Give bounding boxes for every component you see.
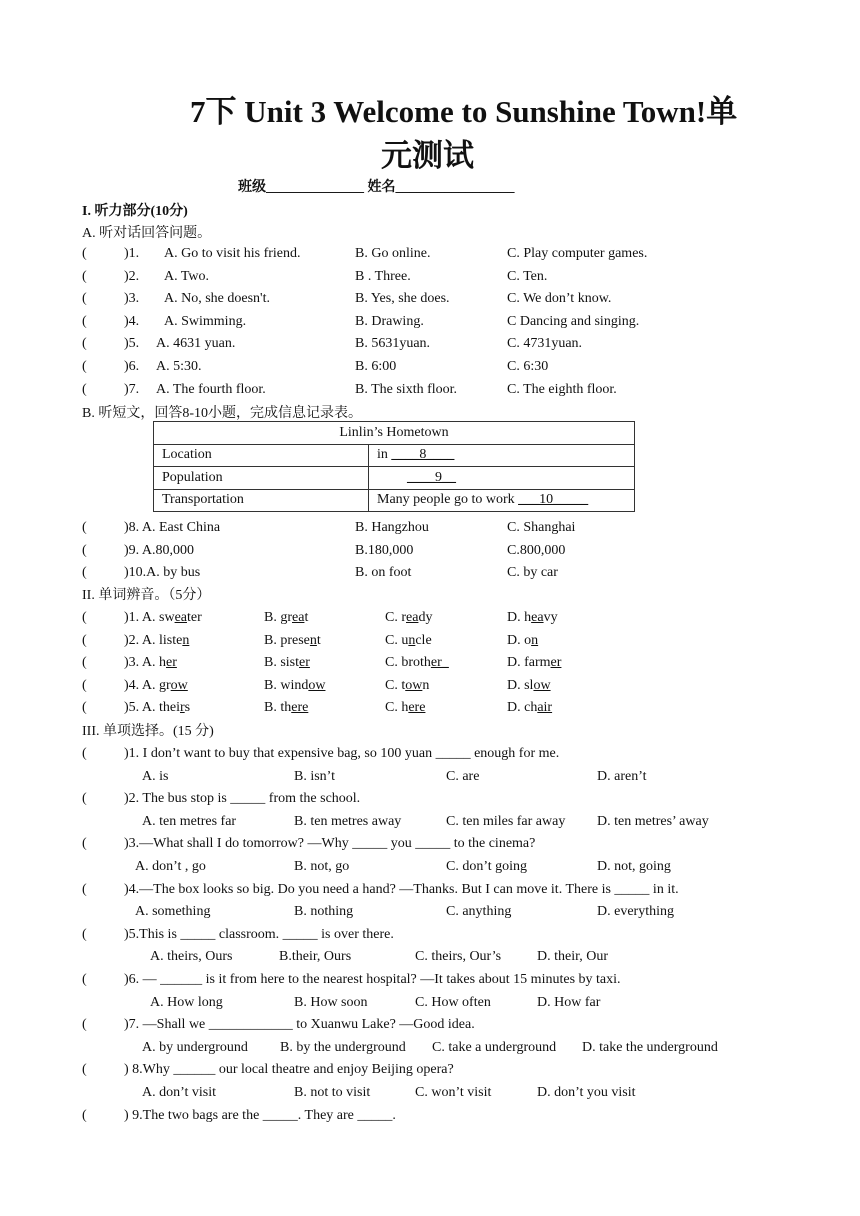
underlined-letters: er (166, 655, 177, 671)
option-b: B.180,000 (355, 542, 414, 558)
question-number: )1. A. sweater (124, 610, 202, 625)
answer-bracket[interactable]: ( (82, 246, 87, 261)
option-d: D. their, Our (537, 949, 608, 965)
question-stem: ) 8.Why ______ our local theatre and enjoy Beijing opera? (124, 1062, 454, 1078)
option-c: C. don’t going (446, 859, 528, 874)
option-c: C. are (446, 768, 480, 784)
option-c: C. anything (446, 904, 512, 920)
underlined-letters: ow (405, 677, 423, 693)
section1-partB: B. 听短文，回答8-10小题，完成信息记录表。 (82, 406, 362, 421)
option-c: C. by car (507, 565, 558, 581)
info-table-header: Linlin’s Hometown (154, 422, 635, 445)
section2-heading: II. 单词辨音。（5分） (82, 588, 211, 603)
option-c: C. uncle (385, 632, 432, 648)
underlined-letters: ea (174, 610, 187, 625)
table-value (369, 467, 635, 490)
question-stem: )5.This is _____ classroom. _____ is over there. (124, 926, 394, 942)
answer-blank[interactable]: ____8____ (391, 447, 455, 463)
option-c: C. 4731yuan. (507, 336, 583, 352)
option-c: C. 6:30 (507, 359, 549, 374)
answer-bracket[interactable]: ( (82, 381, 87, 397)
option-d: D. slow (507, 677, 551, 693)
option-c: C. ten miles far away (446, 813, 566, 829)
option-d: D. everything (597, 904, 674, 920)
answer-bracket[interactable]: ( (82, 291, 87, 307)
underlined-letters: n (309, 632, 317, 648)
table-row (154, 444, 635, 467)
option-b: B. isn’t (294, 768, 335, 784)
option-a: A. by underground (142, 1039, 248, 1055)
option-b: B. great (264, 610, 309, 625)
option-b: B.their, Ours (279, 949, 352, 965)
answer-bracket[interactable]: ( (82, 677, 87, 693)
underlined-letters: ow (533, 677, 551, 693)
option-c: C. ready (385, 610, 433, 625)
underlined-letters: ere (408, 700, 426, 716)
class-name-line: 班级______________ 姓名_________________ (238, 180, 515, 195)
option-a: A. 4631 yuan. (156, 336, 236, 352)
option-a: A. How long (150, 994, 223, 1010)
option-b: B. on foot (355, 565, 412, 581)
question-stem: )3.—What shall I do tomorrow? —Why _____ you _____ to the cinema? (124, 836, 536, 852)
option-c: C Dancing and singing. (507, 313, 640, 329)
answer-bracket[interactable]: ( (82, 655, 87, 671)
answer-bracket[interactable]: ( (82, 359, 87, 374)
question-stem: )7. —Shall we ____________ to Xuanwu Lake? —Good idea. (124, 1017, 475, 1033)
answer-bracket[interactable]: ( (82, 542, 87, 558)
option-d: D. How far (537, 994, 601, 1010)
question-number: )2. A. listen (124, 632, 190, 648)
option-b: B. Go online. (355, 246, 431, 261)
question-number-option-a: )9. A.80,000 (124, 542, 194, 558)
question-stem: )4.—The box looks so big. Do you need a hand? —Thanks. But I can move it. There is _____ in it. (124, 881, 679, 897)
answer-bracket[interactable]: ( (82, 791, 87, 807)
option-b: B. Drawing. (355, 313, 424, 329)
answer-bracket[interactable]: ( (82, 610, 87, 625)
option-a: A. Swimming. (164, 313, 247, 329)
underlined-letters: er (550, 655, 562, 671)
section1-heading: I. 听力部分(10分) (82, 204, 188, 219)
option-b: B. The sixth floor. (355, 381, 458, 397)
option-d: D. chair (507, 700, 553, 716)
question-number: )5. A. theirs (124, 700, 191, 716)
answer-bracket[interactable]: ( (82, 700, 87, 716)
option-a: A. No, she doesn't. (164, 291, 270, 307)
question-number-option-a: )8. A. East China (124, 520, 221, 535)
table-label: Location (154, 444, 369, 467)
answer-bracket[interactable]: ( (82, 268, 87, 284)
option-a: sweater (159, 610, 202, 625)
answer-bracket[interactable]: ( (82, 881, 87, 897)
option-a: A. theirs, Ours (150, 949, 233, 965)
option-c: C. The eighth floor. (507, 381, 617, 397)
question-number: )4. A. grow (124, 677, 188, 693)
option-d: D. take the underground (582, 1039, 718, 1055)
section1-partA: A. 听对话回答问题。 (82, 226, 212, 241)
question-number-option-a: )10.A. by bus (124, 565, 201, 581)
option-a: A. is (142, 768, 169, 784)
option-d: D. on (507, 632, 539, 648)
option-b: B. ten metres away (294, 813, 402, 829)
underlined-letters: er_ (430, 655, 449, 671)
option-d: D. heavy (507, 610, 558, 625)
option-b: B . Three. (355, 268, 411, 284)
option-c: C. here (385, 700, 426, 716)
question-stem: )6. — ______ is it from here to the nearest hospital? —It takes about 15 minutes by taxi. (124, 972, 621, 987)
option-d: D. don’t you visit (537, 1085, 636, 1100)
option-c: C. theirs, Our’s (415, 949, 502, 965)
underlined-letters: air (537, 700, 553, 716)
answer-bracket[interactable]: ( (82, 926, 87, 942)
underlined-letters: ea (406, 610, 419, 625)
option-c: C.800,000 (507, 542, 566, 558)
question-number: )1. (124, 246, 140, 261)
option-b: B. not to visit (294, 1085, 371, 1100)
option-c: C. town (385, 677, 430, 693)
option-c: C. Shanghai (507, 520, 576, 535)
section3-heading: III. 单项选择。(15 分) (82, 724, 214, 739)
option-d: D. farmer (507, 655, 562, 671)
info-table (153, 421, 635, 512)
option-b: B. nothing (294, 904, 354, 920)
table-value: Many people go to work ___10_____ (369, 489, 635, 512)
option-b: B. not, go (294, 859, 350, 874)
option-d: D. ten metres’ away (597, 813, 709, 829)
table-label: Transportation (154, 489, 369, 512)
underlined-letters: ow (308, 677, 326, 693)
underlined-letters: ea (292, 610, 305, 625)
answer-bracket[interactable]: ( (82, 565, 87, 581)
option-b: B. Yes, she does. (355, 291, 450, 307)
option-a: A. Two. (164, 268, 210, 284)
underlined-letters: ow (170, 677, 188, 693)
answer-bracket[interactable]: ( (82, 836, 87, 852)
question-stem: ) 9.The two bags are the _____. They are _____. (124, 1107, 396, 1123)
option-c: C. brother_ (385, 655, 449, 671)
table-value: in ____8____ (369, 444, 635, 467)
option-a: A. Go to visit his friend. (164, 246, 301, 261)
question-number: )6. (124, 359, 140, 374)
option-a: A. The fourth floor. (156, 381, 266, 397)
page-title-line1: 7下 Unit 3 Welcome to Sunshine Town!单 (190, 94, 738, 129)
answer-blank[interactable]: ___10_____ (518, 492, 589, 508)
option-b: B. sister (264, 655, 310, 671)
underlined-letters: r (180, 700, 185, 716)
underlined-letters: ere (291, 700, 309, 716)
option-b: B. there (264, 700, 309, 716)
underlined-letters: n (182, 632, 190, 648)
option-b: B. window (264, 677, 326, 693)
answer-bracket[interactable]: ( (82, 313, 87, 329)
question-number: )3. A. her (124, 655, 177, 671)
question-stem: )1. I don’t want to buy that expensive bag, so 100 yuan _____ enough for me. (124, 746, 560, 761)
table-row (154, 489, 635, 512)
option-b: B. present (264, 632, 321, 648)
underlined-letters: n (531, 632, 539, 648)
option-b: B. How soon (294, 994, 368, 1010)
question-number: )4. (124, 313, 140, 329)
table-row (154, 467, 635, 490)
question-number: )2. (124, 268, 140, 284)
option-b: B. Hangzhou (355, 520, 429, 535)
page-title-line2: 元测试 (381, 138, 474, 173)
option-a: A. don’t visit (142, 1085, 217, 1100)
option-a: her (159, 655, 177, 671)
underlined-letters: ea (531, 610, 544, 625)
option-a: A. ten metres far (142, 813, 237, 829)
option-b: B. by the underground (280, 1039, 406, 1055)
option-a: grow (159, 677, 188, 693)
answer-bracket[interactable]: ( (82, 520, 87, 535)
option-c: C. take a underground (432, 1039, 557, 1055)
answer-bracket[interactable]: ( (82, 1062, 87, 1078)
option-a: listen (159, 632, 190, 648)
answer-blank[interactable]: ____9__ (407, 469, 456, 485)
option-c: C. How often (415, 994, 491, 1010)
table-label: Population (154, 467, 369, 490)
option-c: C. We don’t know. (507, 291, 612, 307)
option-d: D. not, going (597, 859, 671, 874)
answer-bracket[interactable]: ( (82, 336, 87, 352)
option-c: C. Play computer games. (507, 246, 648, 261)
answer-bracket[interactable]: ( (82, 972, 87, 987)
answer-bracket[interactable]: ( (82, 632, 87, 648)
answer-bracket[interactable]: ( (82, 1107, 87, 1123)
option-a: A. something (135, 904, 211, 920)
option-a: theirs (159, 700, 191, 716)
answer-bracket[interactable]: ( (82, 1017, 87, 1033)
question-number: )7. (124, 381, 140, 397)
option-c: C. won’t visit (415, 1085, 492, 1100)
option-a: A. 5:30. (156, 359, 202, 374)
option-b: B. 5631yuan. (355, 336, 431, 352)
underlined-letters: n (408, 632, 416, 648)
option-d: D. aren’t (597, 768, 647, 784)
question-number: )3. (124, 291, 140, 307)
option-b: B. 6:00 (355, 359, 397, 374)
option-c: C. Ten. (507, 268, 548, 284)
question-stem: )2. The bus stop is _____ from the school. (124, 791, 361, 807)
underlined-letters: er (299, 655, 310, 671)
answer-bracket[interactable]: ( (82, 746, 87, 761)
question-number: )5. (124, 336, 140, 352)
option-a: A. don’t , go (135, 859, 206, 874)
